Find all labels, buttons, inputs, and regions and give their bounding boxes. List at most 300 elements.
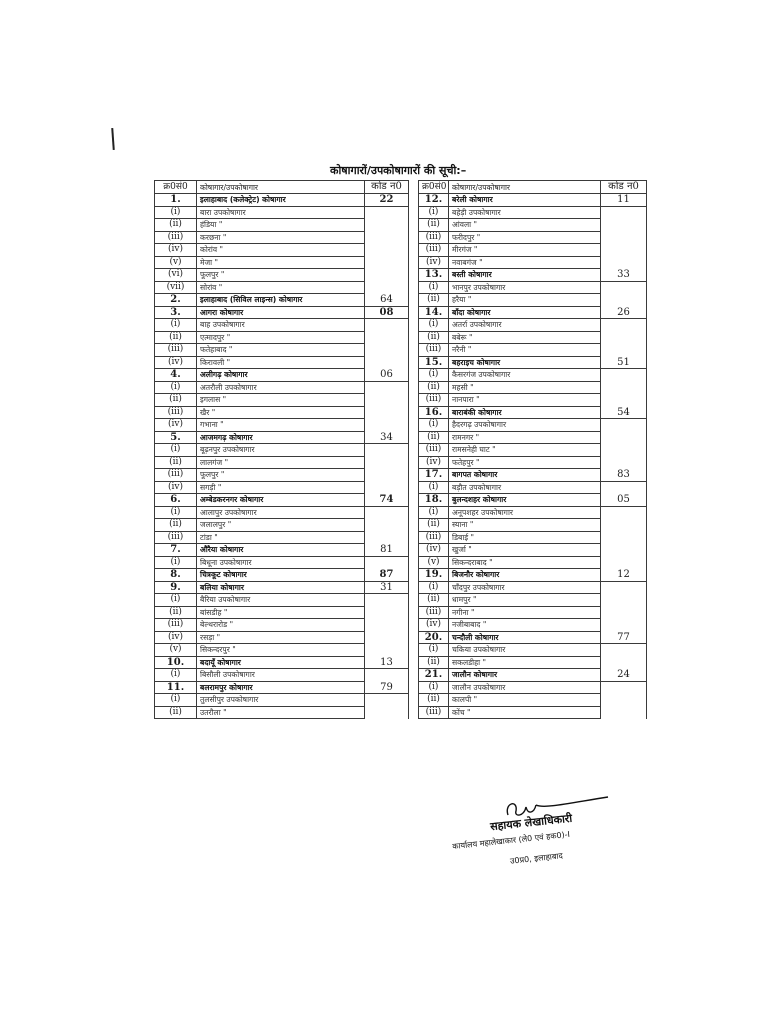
header-code: कोड न0 <box>365 181 409 194</box>
serial-cell: (ii) <box>155 331 197 344</box>
serial-cell: (iv) <box>155 244 197 257</box>
serial-cell: (i) <box>419 581 449 594</box>
serial-cell: (i) <box>419 319 449 332</box>
serial-cell: 13. <box>419 269 449 282</box>
serial-cell: (iii) <box>155 469 197 482</box>
serial-cell: (i) <box>419 681 449 694</box>
treasury-name-cell: बदायूँ कोषागार <box>197 656 365 669</box>
table-row <box>419 406 647 419</box>
subtreasury-name-cell: कोंच " <box>449 706 601 719</box>
subtreasury-name-cell: बिसौली उपकोषागार <box>197 669 365 682</box>
table-row <box>419 544 647 557</box>
serial-cell: (ii) <box>419 219 449 232</box>
subtreasury-name-cell: बड़ौत उपकोषागार <box>449 481 601 494</box>
table-row <box>155 419 409 432</box>
table-row <box>419 281 647 294</box>
table-row <box>155 269 409 282</box>
code-cell <box>365 356 409 369</box>
table-row <box>419 456 647 469</box>
subtreasury-name-cell: सकलडीहा " <box>449 656 601 669</box>
serial-cell: (i) <box>155 444 197 457</box>
serial-cell: (ii) <box>155 519 197 532</box>
code-cell <box>601 694 647 707</box>
table-row <box>419 681 647 694</box>
serial-cell: (v) <box>155 256 197 269</box>
table-row <box>155 631 409 644</box>
serial-cell: (i) <box>155 206 197 219</box>
treasury-name-cell: बलरामपुर कोषागार <box>197 681 365 694</box>
code-cell: 06 <box>365 369 409 382</box>
serial-cell: 5. <box>155 431 197 444</box>
subtreasury-name-cell: नगीना " <box>449 606 601 619</box>
code-cell <box>601 331 647 344</box>
table-row <box>155 606 409 619</box>
serial-cell: (ii) <box>419 294 449 307</box>
table-row <box>155 344 409 357</box>
code-cell <box>365 669 409 682</box>
code-cell: 79 <box>365 681 409 694</box>
table-row <box>155 306 409 319</box>
code-cell <box>365 531 409 544</box>
code-cell: 05 <box>601 494 647 507</box>
code-cell: 34 <box>365 431 409 444</box>
serial-cell: 2. <box>155 294 197 307</box>
table-row <box>419 381 647 394</box>
code-cell <box>601 544 647 557</box>
table-row <box>155 519 409 532</box>
subtreasury-name-cell: उतरौला " <box>197 706 365 719</box>
serial-cell: 20. <box>419 631 449 644</box>
table-row <box>419 306 647 319</box>
code-cell <box>601 369 647 382</box>
code-cell <box>365 231 409 244</box>
subtreasury-name-cell: स्याना " <box>449 519 601 532</box>
subtreasury-name-cell: बांसडीह " <box>197 606 365 619</box>
header-serial: क्र0सं0 <box>419 181 449 194</box>
treasury-name-cell: जालौन कोषागार <box>449 669 601 682</box>
serial-cell: 16. <box>419 406 449 419</box>
code-cell <box>365 556 409 569</box>
subtreasury-name-cell: चाँदपुर उपकोषागार <box>449 581 601 594</box>
treasury-name-cell: अलीगढ़ कोषागार <box>197 369 365 382</box>
code-cell <box>601 344 647 357</box>
table-row <box>155 669 409 682</box>
serial-cell: (i) <box>155 506 197 519</box>
serial-cell: 17. <box>419 469 449 482</box>
code-cell <box>365 469 409 482</box>
table-row <box>155 244 409 257</box>
table-row <box>419 194 647 207</box>
subtreasury-name-cell: चकिया उपकोषागार <box>449 644 601 657</box>
serial-cell: (ii) <box>419 519 449 532</box>
signature-block <box>451 795 620 885</box>
code-cell: 11 <box>601 194 647 207</box>
table-row <box>419 694 647 707</box>
code-cell <box>365 444 409 457</box>
table-row <box>419 356 647 369</box>
table-row <box>419 494 647 507</box>
serial-cell: (ii) <box>419 431 449 444</box>
subtreasury-name-cell: बहेड़ी उपकोषागार <box>449 206 601 219</box>
code-cell <box>601 431 647 444</box>
table-row <box>419 319 647 332</box>
serial-cell: (v) <box>155 644 197 657</box>
serial-cell: (ii) <box>155 606 197 619</box>
subtreasury-name-cell: रामसनेही घाट " <box>449 444 601 457</box>
table-row <box>419 569 647 582</box>
table-row <box>155 406 409 419</box>
serial-cell: 4. <box>155 369 197 382</box>
table-row <box>155 444 409 457</box>
table-row <box>155 256 409 269</box>
serial-cell: (i) <box>155 556 197 569</box>
serial-cell: (v) <box>419 556 449 569</box>
code-cell <box>365 281 409 294</box>
table-row <box>419 619 647 632</box>
code-cell <box>365 644 409 657</box>
serial-cell: (i) <box>419 369 449 382</box>
serial-cell: (ii) <box>419 656 449 669</box>
subtreasury-name-cell: फूलपुर " <box>197 269 365 282</box>
serial-cell: (i) <box>419 281 449 294</box>
serial-cell: 11. <box>155 681 197 694</box>
header-serial: क्र0सं0 <box>155 181 197 194</box>
subtreasury-name-cell: मीरगंज " <box>449 244 601 257</box>
subtreasury-name-cell: महसी " <box>449 381 601 394</box>
subtreasury-name-cell: अतर्रा उपकोषागार <box>449 319 601 332</box>
code-cell <box>601 706 647 719</box>
serial-cell: (iv) <box>155 631 197 644</box>
subtreasury-name-cell: बारा उपकोषागार <box>197 206 365 219</box>
serial-cell: 14. <box>419 306 449 319</box>
subtreasury-name-cell: फतेहाबाद " <box>197 344 365 357</box>
serial-cell: (iii) <box>419 231 449 244</box>
serial-cell: 18. <box>419 494 449 507</box>
serial-cell: (ii) <box>419 331 449 344</box>
code-cell <box>601 656 647 669</box>
code-cell: 83 <box>601 469 647 482</box>
serial-cell: (iii) <box>155 406 197 419</box>
code-cell <box>365 619 409 632</box>
subtreasury-name-cell: लालगंज " <box>197 456 365 469</box>
code-cell: 81 <box>365 544 409 557</box>
code-cell <box>601 231 647 244</box>
table-row <box>419 331 647 344</box>
subtreasury-name-cell: सोरांव " <box>197 281 365 294</box>
serial-cell: 7. <box>155 544 197 557</box>
table-row <box>155 206 409 219</box>
serial-cell: (iv) <box>155 481 197 494</box>
serial-cell: (iii) <box>419 606 449 619</box>
table-row <box>419 644 647 657</box>
table-row <box>419 394 647 407</box>
code-cell <box>365 319 409 332</box>
serial-cell: 6. <box>155 494 197 507</box>
serial-cell: (i) <box>155 319 197 332</box>
subtreasury-name-cell: खैर " <box>197 406 365 419</box>
signature-office: कार्यालय महालेखाकार (ले0 एवं हक0)-I <box>451 829 571 852</box>
serial-cell: (vii) <box>155 281 197 294</box>
serial-cell: (i) <box>155 594 197 607</box>
table-row <box>419 444 647 457</box>
table-row <box>155 706 409 719</box>
treasury-name-cell: बुलन्दशहर कोषागार <box>449 494 601 507</box>
serial-cell: (iii) <box>419 244 449 257</box>
table-row <box>155 556 409 569</box>
code-cell <box>365 419 409 432</box>
table-row <box>155 369 409 382</box>
treasury-name-cell: आजमगढ़ कोषागार <box>197 431 365 444</box>
table-row <box>419 519 647 532</box>
subtreasury-name-cell: करछना " <box>197 231 365 244</box>
table-row <box>155 431 409 444</box>
table-row <box>155 569 409 582</box>
serial-cell: (ii) <box>155 219 197 232</box>
code-cell <box>601 506 647 519</box>
code-cell: 54 <box>601 406 647 419</box>
table-row <box>155 544 409 557</box>
table-row <box>419 369 647 382</box>
table-row <box>419 669 647 682</box>
treasury-name-cell: आगरा कोषागार <box>197 306 365 319</box>
table-row <box>419 269 647 282</box>
serial-cell: (iv) <box>419 456 449 469</box>
serial-cell: (i) <box>419 506 449 519</box>
code-cell <box>365 206 409 219</box>
treasury-name-cell: बागपत कोषागार <box>449 469 601 482</box>
table-row <box>419 206 647 219</box>
code-cell <box>601 256 647 269</box>
code-cell <box>365 406 409 419</box>
table-row <box>155 281 409 294</box>
serial-cell: (i) <box>419 206 449 219</box>
scan-mark <box>111 128 115 150</box>
serial-cell: (i) <box>155 669 197 682</box>
subtreasury-name-cell: भानपुर उपकोषागार <box>449 281 601 294</box>
table-row <box>155 294 409 307</box>
code-cell: 77 <box>601 631 647 644</box>
table-row <box>419 244 647 257</box>
serial-cell: 12. <box>419 194 449 207</box>
code-cell: 33 <box>601 269 647 282</box>
table-row <box>419 344 647 357</box>
code-cell <box>365 256 409 269</box>
subtreasury-name-cell: बाह उपकोषागार <box>197 319 365 332</box>
code-cell <box>601 444 647 457</box>
subtreasury-name-cell: खुर्जा " <box>449 544 601 557</box>
code-cell <box>365 506 409 519</box>
treasury-name-cell: बलिया कोषागार <box>197 581 365 594</box>
serial-cell: 8. <box>155 569 197 582</box>
treasury-name-cell: बस्ती कोषागार <box>449 269 601 282</box>
serial-cell: (ii) <box>419 594 449 607</box>
table-row <box>419 294 647 307</box>
subtreasury-name-cell: हैदरगढ़ उपकोषागार <box>449 419 601 432</box>
subtreasury-name-cell: एत्मादपुर " <box>197 331 365 344</box>
table-row <box>419 419 647 432</box>
subtreasury-name-cell: फरीदपुर " <box>449 231 601 244</box>
subtreasury-name-cell: कैसरगंज उपकोषागार <box>449 369 601 382</box>
code-cell <box>601 681 647 694</box>
subtreasury-name-cell: नवाबगंज " <box>449 256 601 269</box>
code-cell: 24 <box>601 669 647 682</box>
treasury-name-cell: बाँदा कोषागार <box>449 306 601 319</box>
table-row <box>155 394 409 407</box>
code-cell <box>601 206 647 219</box>
code-cell <box>601 531 647 544</box>
signature-designation: सहायक लेखाधिकारी <box>489 811 573 834</box>
table-row <box>155 694 409 707</box>
serial-cell: (iii) <box>419 444 449 457</box>
table-row <box>419 606 647 619</box>
code-cell: 13 <box>365 656 409 669</box>
subtreasury-name-cell: अनूपशहर उपकोषागार <box>449 506 601 519</box>
serial-cell: 21. <box>419 669 449 682</box>
code-cell <box>601 581 647 594</box>
table-row <box>419 631 647 644</box>
treasury-name-cell: इलाहाबाद (सिविल लाइन्स) कोषागार <box>197 294 365 307</box>
serial-cell: (iv) <box>155 356 197 369</box>
code-cell <box>365 606 409 619</box>
code-cell <box>365 631 409 644</box>
code-cell <box>601 519 647 532</box>
serial-cell: (iii) <box>419 344 449 357</box>
code-cell: 08 <box>365 306 409 319</box>
code-cell <box>601 394 647 407</box>
table-row <box>155 331 409 344</box>
serial-cell: (iv) <box>419 544 449 557</box>
code-cell: 87 <box>365 569 409 582</box>
serial-cell: (iii) <box>155 531 197 544</box>
serial-cell: (iii) <box>419 531 449 544</box>
subtreasury-name-cell: फूलपुर " <box>197 469 365 482</box>
table-row <box>155 194 409 207</box>
serial-cell: (i) <box>419 419 449 432</box>
header-code: कोड न0 <box>601 181 647 194</box>
serial-cell: 15. <box>419 356 449 369</box>
subtreasury-name-cell: बेल्थरारोड " <box>197 619 365 632</box>
table-row <box>155 494 409 507</box>
serial-cell: 3. <box>155 306 197 319</box>
code-cell <box>601 594 647 607</box>
header-name: कोषागार/उपकोषागार <box>197 181 365 194</box>
serial-cell: (iv) <box>155 419 197 432</box>
code-cell <box>365 456 409 469</box>
treasury-name-cell: बिजनौर कोषागार <box>449 569 601 582</box>
table-row <box>155 594 409 607</box>
subtreasury-name-cell: बूढ़नपुर उपकोषागार <box>197 444 365 457</box>
code-cell <box>601 219 647 232</box>
code-cell <box>365 269 409 282</box>
code-cell <box>601 419 647 432</box>
code-cell: 22 <box>365 194 409 207</box>
treasury-name-cell: बाराबंकी कोषागार <box>449 406 601 419</box>
code-cell <box>601 381 647 394</box>
serial-cell: (i) <box>419 644 449 657</box>
subtreasury-name-cell: जलालपुर " <box>197 519 365 532</box>
table-row <box>155 681 409 694</box>
treasury-name-cell: चन्दौली कोषागार <box>449 631 601 644</box>
code-cell <box>365 706 409 719</box>
subtreasury-name-cell: रामनगर " <box>449 431 601 444</box>
table-row <box>155 644 409 657</box>
serial-cell: (ii) <box>155 456 197 469</box>
subtreasury-name-cell: बिधूना उपकोषागार <box>197 556 365 569</box>
table-row <box>155 219 409 232</box>
treasury-name-cell: बरेली कोषागार <box>449 194 601 207</box>
serial-cell: 1. <box>155 194 197 207</box>
subtreasury-name-cell: सिकन्दरपुर " <box>197 644 365 657</box>
subtreasury-name-cell: तुलसीपुर उपकोषागार <box>197 694 365 707</box>
serial-cell: 9. <box>155 581 197 594</box>
serial-cell: (iii) <box>419 394 449 407</box>
subtreasury-name-cell: धामपुर " <box>449 594 601 607</box>
table-header-row <box>419 181 647 194</box>
table-row <box>155 381 409 394</box>
subtreasury-name-cell: किरावली " <box>197 356 365 369</box>
table-row <box>419 219 647 232</box>
subtreasury-name-cell: जालौन उपकोषागार <box>449 681 601 694</box>
serial-cell: 19. <box>419 569 449 582</box>
treasury-name-cell: अम्बेडकरनगर कोषागार <box>197 494 365 507</box>
table-row <box>155 319 409 332</box>
subtreasury-name-cell: आंवला " <box>449 219 601 232</box>
treasury-name-cell: चित्रकूट कोषागार <box>197 569 365 582</box>
code-cell <box>365 481 409 494</box>
serial-cell: (iii) <box>155 231 197 244</box>
code-cell <box>365 244 409 257</box>
serial-cell: (iv) <box>419 256 449 269</box>
subtreasury-name-cell: कोरांव " <box>197 244 365 257</box>
code-cell <box>365 594 409 607</box>
code-cell: 12 <box>601 569 647 582</box>
code-cell <box>365 694 409 707</box>
table-row <box>155 356 409 369</box>
table-row <box>419 469 647 482</box>
subtreasury-name-cell: मेजा " <box>197 256 365 269</box>
code-cell <box>365 394 409 407</box>
serial-cell: (ii) <box>419 381 449 394</box>
code-cell: 74 <box>365 494 409 507</box>
table-row <box>155 231 409 244</box>
table-row <box>419 431 647 444</box>
serial-cell: (vi) <box>155 269 197 282</box>
subtreasury-name-cell: फतेहपुर " <box>449 456 601 469</box>
code-cell <box>601 294 647 307</box>
serial-cell: (iii) <box>419 706 449 719</box>
serial-cell: (i) <box>155 694 197 707</box>
subtreasury-name-cell: डिबाई " <box>449 531 601 544</box>
serial-cell: (ii) <box>155 706 197 719</box>
page-title: कोषागारों/उपकोषागारों की सूची:– <box>330 164 467 177</box>
table-row <box>155 619 409 632</box>
code-cell <box>601 481 647 494</box>
table-row <box>419 506 647 519</box>
table-row <box>419 556 647 569</box>
treasury-name-cell: बहराइच कोषागार <box>449 356 601 369</box>
subtreasury-name-cell: बैरिया उपकोषागार <box>197 594 365 607</box>
table-row <box>155 481 409 494</box>
code-cell <box>601 456 647 469</box>
table-row <box>419 481 647 494</box>
code-cell <box>601 319 647 332</box>
table-row <box>155 456 409 469</box>
table-row <box>155 506 409 519</box>
code-cell: 51 <box>601 356 647 369</box>
subtreasury-name-cell: कालपी " <box>449 694 601 707</box>
code-cell <box>365 519 409 532</box>
table-row <box>419 256 647 269</box>
